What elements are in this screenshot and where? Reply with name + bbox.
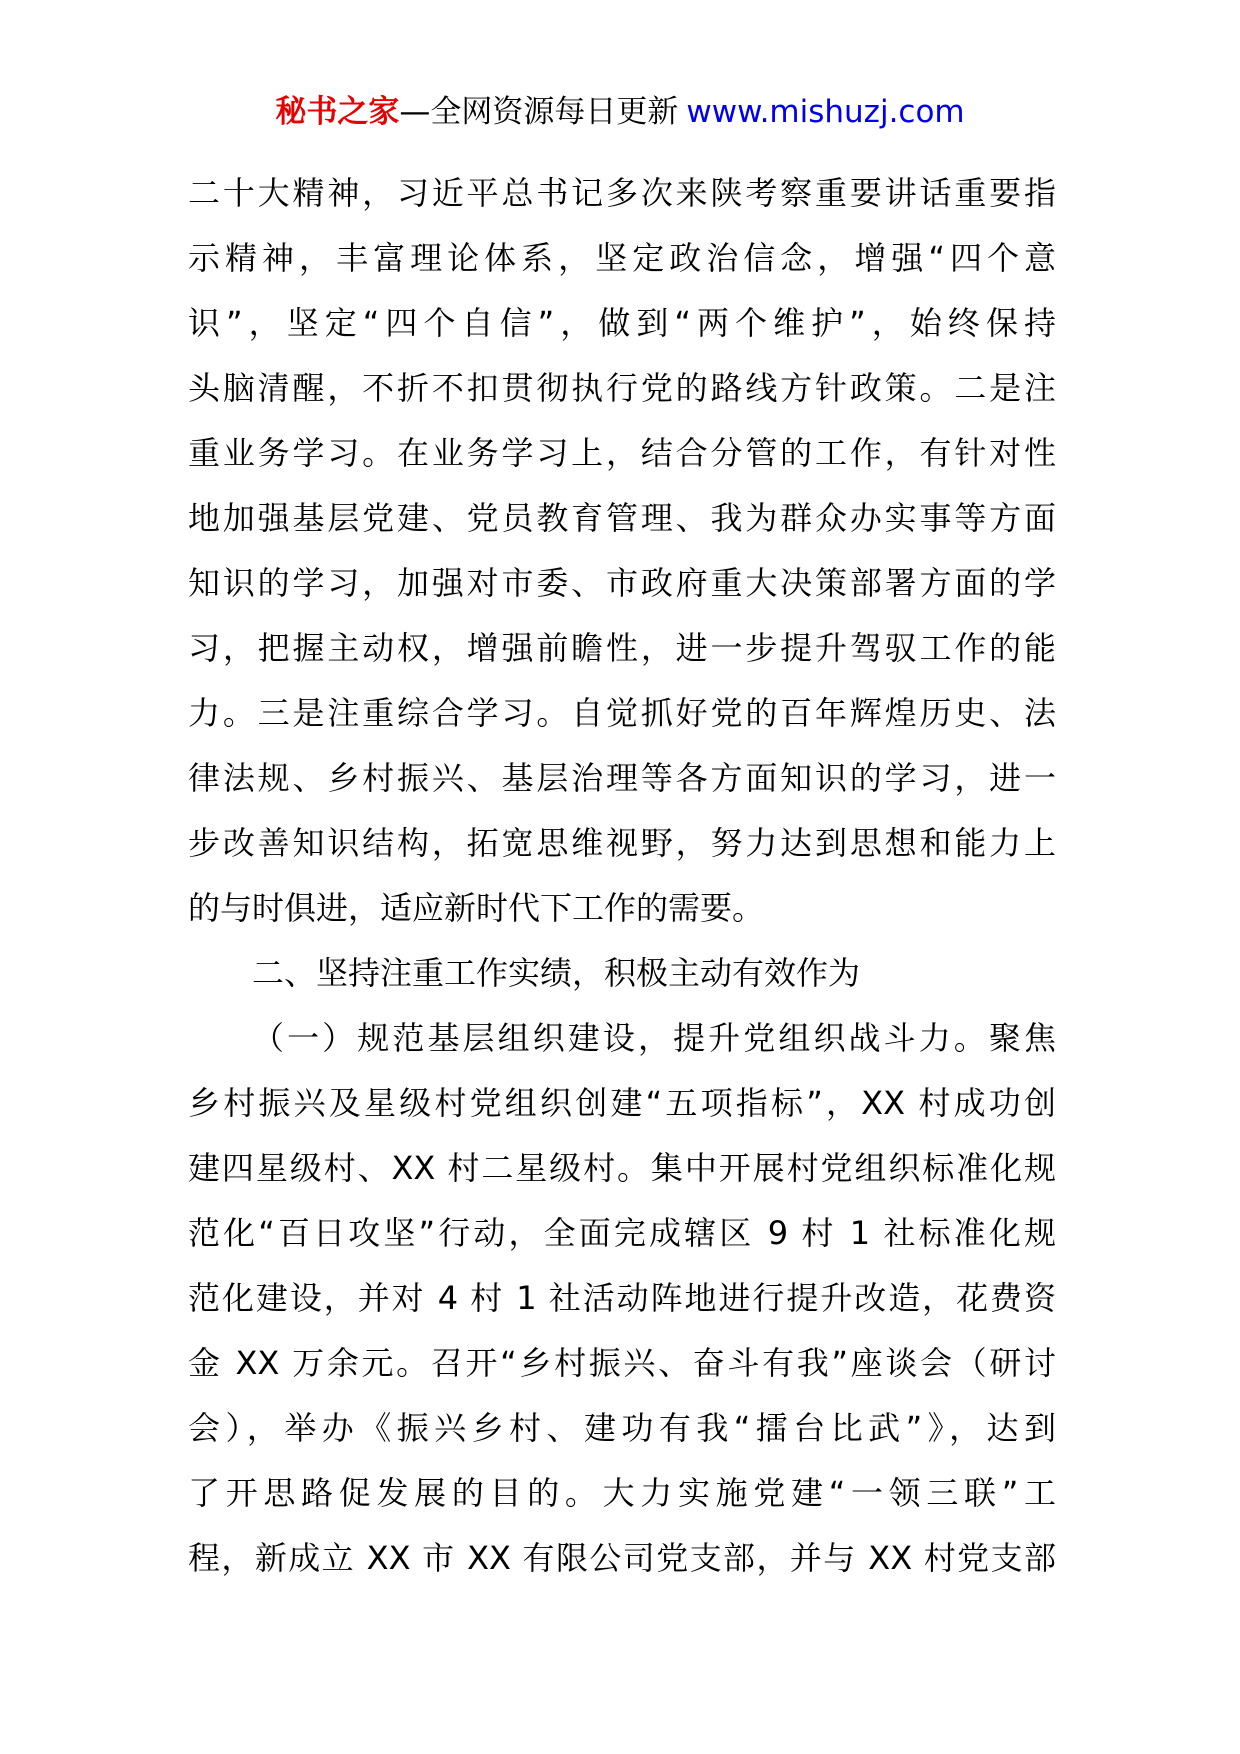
body-line: 力。三是注重综合学习。自觉抓好党的百年辉煌历史、法 (188, 694, 1056, 732)
body-line: 金 XX 万余元。召开“乡村振兴、奋斗有我”座谈会（研讨 (188, 1344, 1056, 1382)
body-line: 的与时俱进，适应新时代下工作的需要。 (188, 889, 765, 927)
body-line: 地加强基层党建、党员教育管理、我为群众办实事等方面 (188, 499, 1056, 537)
body-line: 律法规、乡村振兴、基层治理等各方面知识的学习，进一 (188, 759, 1056, 797)
subsection-heading: （一）规范基层组织建设，提升党组织战斗力。聚焦 (252, 1019, 1056, 1057)
body-line: 程，新成立 XX 市 XX 有限公司党支部，并与 XX 村党支部 (188, 1539, 1056, 1577)
body-line: 识”，坚定“四个自信”，做到“两个维护”，始终保持 (188, 304, 1056, 342)
body-line: 会），举办《振兴乡村、建功有我“擂台比武”》，达到 (188, 1409, 1056, 1447)
brand-name: 秘书之家 (275, 94, 400, 130)
site-url-link[interactable]: www.mishuzj.com (686, 94, 965, 130)
section-heading: 二、坚持注重工作实绩，积极主动有效作为 (252, 954, 861, 992)
body-line: 建四星级村、XX 村二星级村。集中开展村党组织标准化规 (188, 1149, 1056, 1187)
body-line: 了开思路促发展的目的。大力实施党建“一领三联”工 (188, 1474, 1056, 1512)
body-line: 知识的学习，加强对市委、市政府重大决策部署方面的学 (188, 564, 1056, 602)
document-body (188, 161, 1056, 1591)
site-header (0, 92, 1240, 132)
body-line: 步改善知识结构，拓宽思维视野，努力达到思想和能力上 (188, 824, 1056, 862)
body-line: 示精神，丰富理论体系，坚定政治信念，增强“四个意 (188, 239, 1056, 277)
body-line: 范化“百日攻坚”行动，全面完成辖区 9 村 1 社标准化规 (188, 1214, 1056, 1252)
body-line: 头脑清醒，不折不扣贯彻执行党的路线方针政策。二是注 (188, 369, 1056, 407)
body-line: 范化建设，并对 4 村 1 社活动阵地进行提升改造，花费资 (188, 1279, 1056, 1317)
body-line: 乡村振兴及星级村党组织创建“五项指标”，XX 村成功创 (188, 1084, 1056, 1122)
body-line: 习，把握主动权，增强前瞻性，进一步提升驾驭工作的能 (188, 629, 1056, 667)
header-tagline: —全网资源每日更新 (399, 94, 679, 130)
body-line: 二十大精神，习近平总书记多次来陕考察重要讲话重要指 (188, 174, 1056, 212)
body-line: 重业务学习。在业务学习上，结合分管的工作，有针对性 (188, 434, 1056, 472)
